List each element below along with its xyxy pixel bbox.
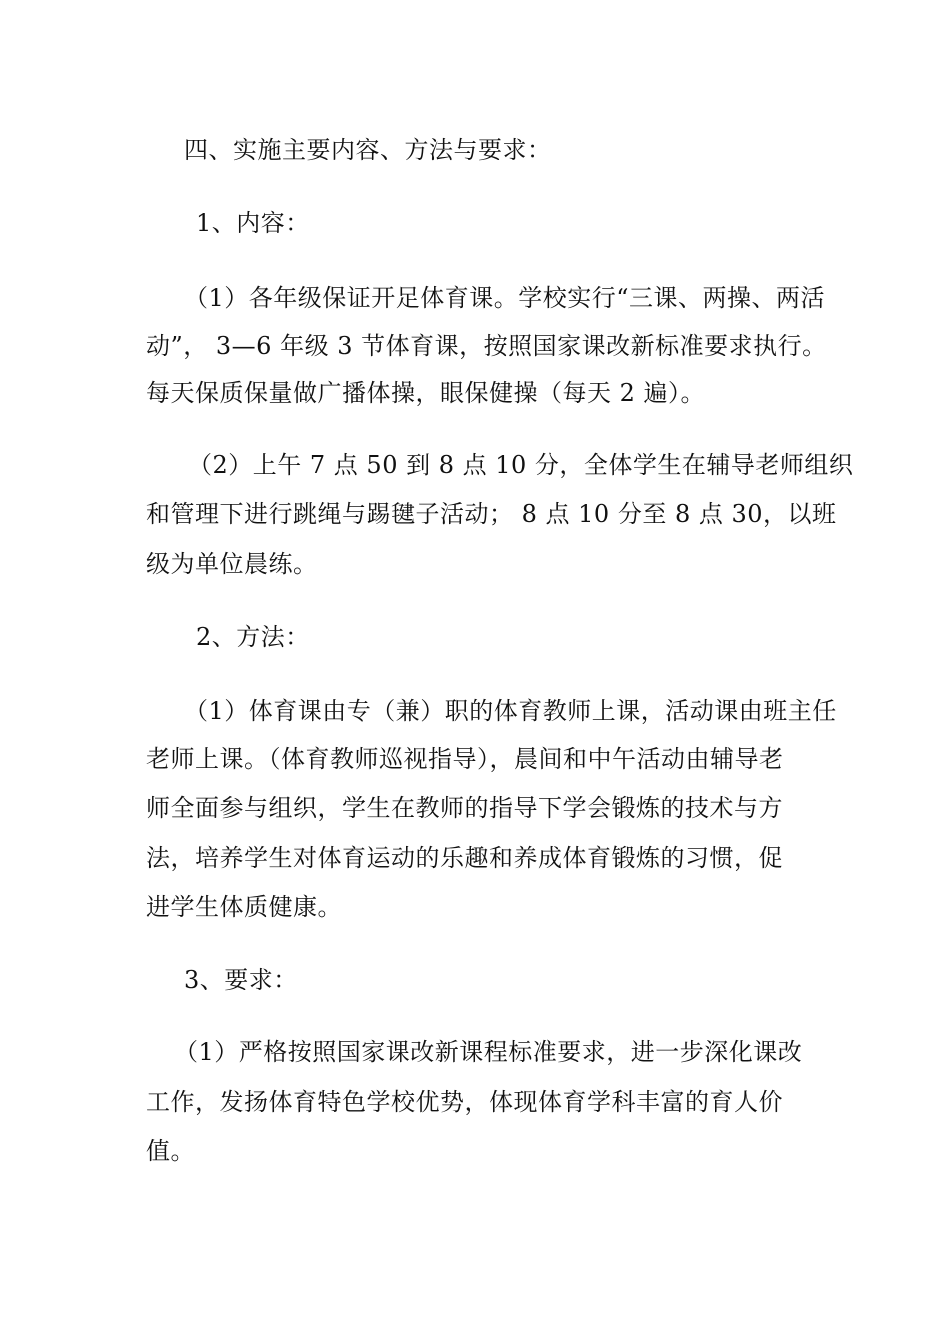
paragraph-line: （2）上午 7 点 50 到 8 点 10 分，全体学生在辅导老师组织 [188,451,854,479]
paragraph-line: 师全面参与组织，学生在教师的指导下学会锻炼的技术与方 [146,794,783,822]
section-heading: 四、实施主要内容、方法与要求： [184,136,552,164]
paragraph-line: 动”， 3—6 年级 3 节体育课，按照国家课改新标准要求执行。 [146,332,827,360]
paragraph-line: 每天保质保量做广播体操，眼保健操（每天 2 遍）。 [146,379,706,407]
paragraph-line: 老师上课。（体育教师巡视指导），晨间和中午活动由辅导老 [146,745,784,773]
paragraph-line: 工作，发扬体育特色学校优势，体现体育学科丰富的育人价 [146,1088,783,1116]
paragraph-line: （1）体育课由专（兼）职的体育教师上课，活动课由班主任 [184,697,837,725]
paragraph-line: 和管理下进行跳绳与踢毽子活动； 8 点 10 分至 8 点 30，以班 [146,500,837,528]
requirement-heading: 3、要求： [184,966,298,994]
method-heading: 2、方法： [196,623,310,651]
paragraph-line: 值。 [146,1137,195,1165]
paragraph-line: （1）严格按照国家课改新课程标准要求，进一步深化课改 [174,1038,803,1066]
content-heading: 1、内容： [196,209,310,237]
paragraph-line: 法，培养学生对体育运动的乐趣和养成体育锻炼的习惯，促 [146,844,783,872]
paragraph-line: （1）各年级保证开足体育课。学校实行“三课、两操、两活 [184,284,826,312]
paragraph-line: 级为单位晨练。 [146,550,318,578]
paragraph-line: 进学生体质健康。 [146,893,342,921]
